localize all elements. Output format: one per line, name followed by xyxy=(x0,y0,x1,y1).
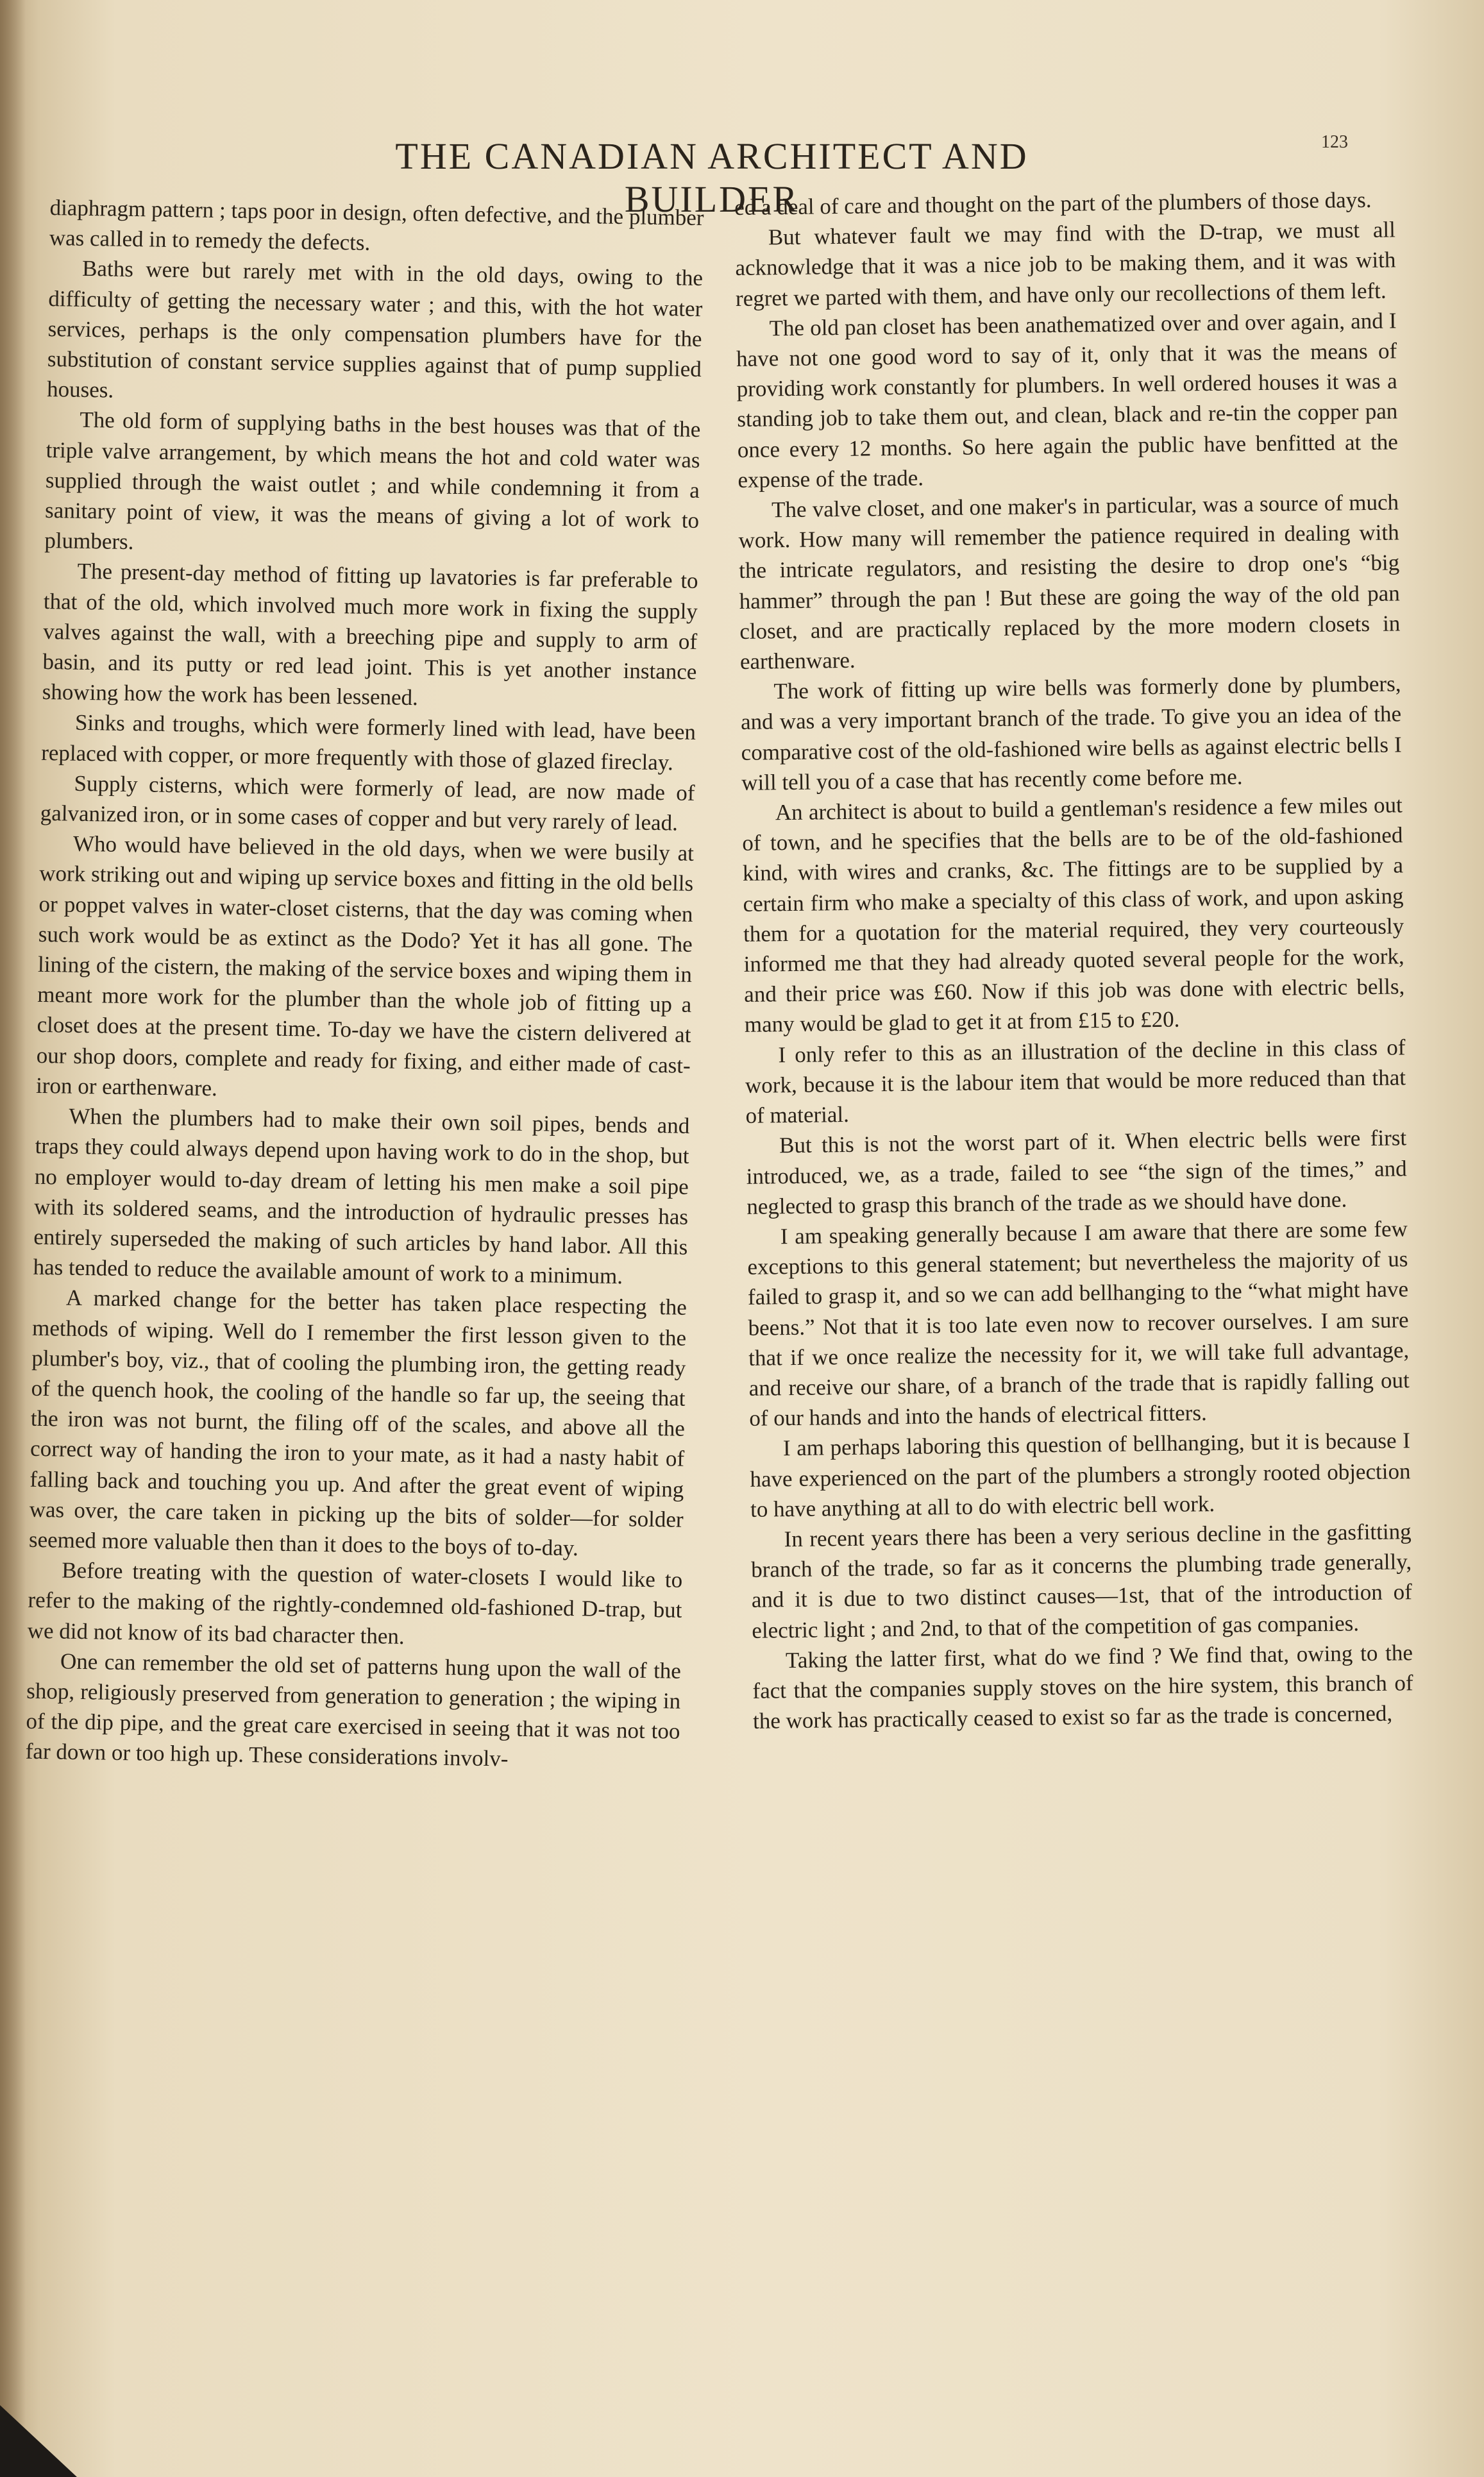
paragraph: Supply cisterns, which were formerly of lead, are now made of galvanized iron, or in some cases of copper and but very rarely of lead. xyxy=(40,770,695,836)
paragraph: The work of fitting up wire bells was formerly done by plumbers, and was a very important branch of the trade. To give you an idea of the comparative cost of the old-fashioned wire bells as against electric bells I will tell you of a case that has recently come before me. xyxy=(740,671,1402,795)
paragraph: Who would have believed in the old days, when we were busily at work striking out and wiping up service boxes and fitting in the old bells or poppet valves in water-closet cisterns, that the day was coming when such work would be as extinct as the Dodo? Yet it has all gone. The lining of the cistern, the making of the service boxes and wiping them in meant more work for the plumber than the whole job of fitting up a closet does at the present time. To-day we have the cistern delivered at our shop doors, complete and ready for fixing, and either made of cast-iron or earthenware. xyxy=(35,831,695,1101)
paragraph: The present-day method of fitting up lavatories is far preferable to that of the old, which involved much more work in fixing the supply valves against the wall, with a breeching pipe and supply to arm of basin, and its putty or red lead joint. This is yet another instance showing how the work has been lessened. xyxy=(42,559,698,711)
paragraph: An architect is about to build a gentleman's residence a few miles out of town, and he specifies that the bells are to be of the old-fashioned kind, with wires and cranks, &c. The fittings are to be supplied by a certain firm who make a specialty of this class of work, and upon asking them for a quotation for the material required, they very courteously informed me that they had already quoted several people for the work, and their price was £60. Now if this job was done with electric bells, many would be glad to get it at from £15 to £20. xyxy=(742,792,1405,1038)
paragraph: A marked change for the better has taken place respecting the methods of wiping. Well do I remember the first lesson given to the plumber's boy, viz., that of cooling the plumbing iron, the getting ready of the quench hook, the cooling of the handle so far up, the seeing that the iron was not burnt, the filing off of the scales, and above all the correct way of handing the iron to your mate, as it had a nasty habit of falling back and touching you up. And after the great event of wiping was over, the care taken in picking up the bits of solder—for solder seemed more valuable then than it does to the boys of to-day. xyxy=(28,1285,687,1561)
paragraph: Taking the latter first, what do we find ? We find that, owing to the fact that the companies supply stoves on the hire system, this branch of the work has practically ceased to exist so far as the trade is concerned, xyxy=(752,1639,1413,1734)
page-number: 123 xyxy=(1321,132,1348,152)
paragraph: Sinks and troughs, which were formerly lined with lead, have been replaced with copper, or more frequently with those of glazed fireclay. xyxy=(40,710,696,775)
left-column xyxy=(25,192,704,1777)
paragraph: Baths were but rarely met with in the old days, owing to the difficulty of getting the necessary water ; and this, with the hot water services, perhaps is the only compensation plumbers have for the substitution of constant service supplies against that of pump supplied houses. xyxy=(46,256,704,403)
binding-shadow xyxy=(0,0,26,2477)
paragraph: I only refer to this as an illustration of the decline in this class of work, because it is the labour item that would be more reduced than that of material. xyxy=(745,1035,1406,1128)
paragraph: The old form of supplying baths in the best houses was that of the triple valve arrangement, by which means the hot and cold water was supplied through the waist outlet ; and while condemning it from a sanitary point of view, it was the means of giving a lot of work to plumbers. xyxy=(44,407,701,555)
paragraph: One can remember the old set of patterns hung upon the wall of the shop, religiously preserved from generation to generation ; the wiping in of the dip pipe, and the great care exercised in seeing that it was not too far down or too high up. These considerations involv- xyxy=(25,1648,682,1771)
running-title: THE CANADIAN ARCHITECT AND BUILDER xyxy=(395,135,1029,220)
paragraph: diaphragm pattern ; taps poor in design, often defective, and the plumber was called in to remedy the defects. xyxy=(49,194,704,256)
paragraph: When the plumbers had to make their own soil pipes, bends and traps they could always depend upon having work to do in the shop, but no employer would to-day dream of letting his men make a soil pipe with its soldered seams, and the introduction of hydraulic presses has entirely superseded the making of such articles by hand labor. All this has tended to reduce the available amount of work to a minimum. xyxy=(33,1103,690,1289)
right-column xyxy=(734,184,1413,1736)
paragraph: The valve closet, and one maker's in particular, was a source of much work. How many will remember the patience required in dealing with the intricate regulators, and resisting the desire to drop one's “big hammer” through the pan ! But these are going the way of the old pan closet, and are practically replaced by the more modern closets in earthenware. xyxy=(738,489,1401,674)
paragraph: I am speaking generally because I am aware that there are some few exceptions to this general statement; but nevertheless the majority of us failed to grasp it, and so we can add bellhanging to the “what might have beens.” Not that it is too late even now to recover ourselves. I am sure that if we once realize the necessity for it, we will take full advantage, and receive our share, of a branch of the trade that is rapidly falling out of our hands and into the hands of electrical fitters. xyxy=(747,1216,1410,1431)
paragraph: But this is not the worst part of it. When electric bells were first introduced, we, as a trade, failed to see “the sign of the times,” and neglected to grasp this branch of the trade as we should have done. xyxy=(746,1125,1407,1219)
paragraph: ed a deal of care and thought on the part of the plumbers of those days. xyxy=(734,187,1372,220)
paragraph: In recent years there has been a very serious decline in the gasfitting branch of the trade, so far as it concerns the plumbing trade generally, and it is due to two distinct causes—1st, that of the introduction of electric light ; and 2nd, to that of the competition of gas companies. xyxy=(750,1519,1412,1643)
paragraph: I am perhaps laboring this question of bellhanging, but it is because I have experienced on the part of the plumbers a strongly rooted objection to have anything at all to do with electric bell work. xyxy=(750,1428,1411,1522)
paragraph: Before treating with the question of water-closets I would like to refer to the making of the rightly-condemned old-fashioned D-trap, but we did not know of its bad character then. xyxy=(27,1557,683,1649)
paragraph: The old pan closet has been anathematized over and over again, and I have not one good word to say of it, only that it was the means of providing work constantly for plumbers. In well ordered houses it was a standing job to take them out, and clean, black and re-tin the copper pan once every 12 months. So here again the public have benfitted at the expense of the trade. xyxy=(736,308,1399,493)
paragraph: But whatever fault we may find with the D-trap, we must all acknowledge that it was a nice job to be making them, and it was with regret we parted with them, and have only our recollections of them left. xyxy=(735,217,1396,311)
